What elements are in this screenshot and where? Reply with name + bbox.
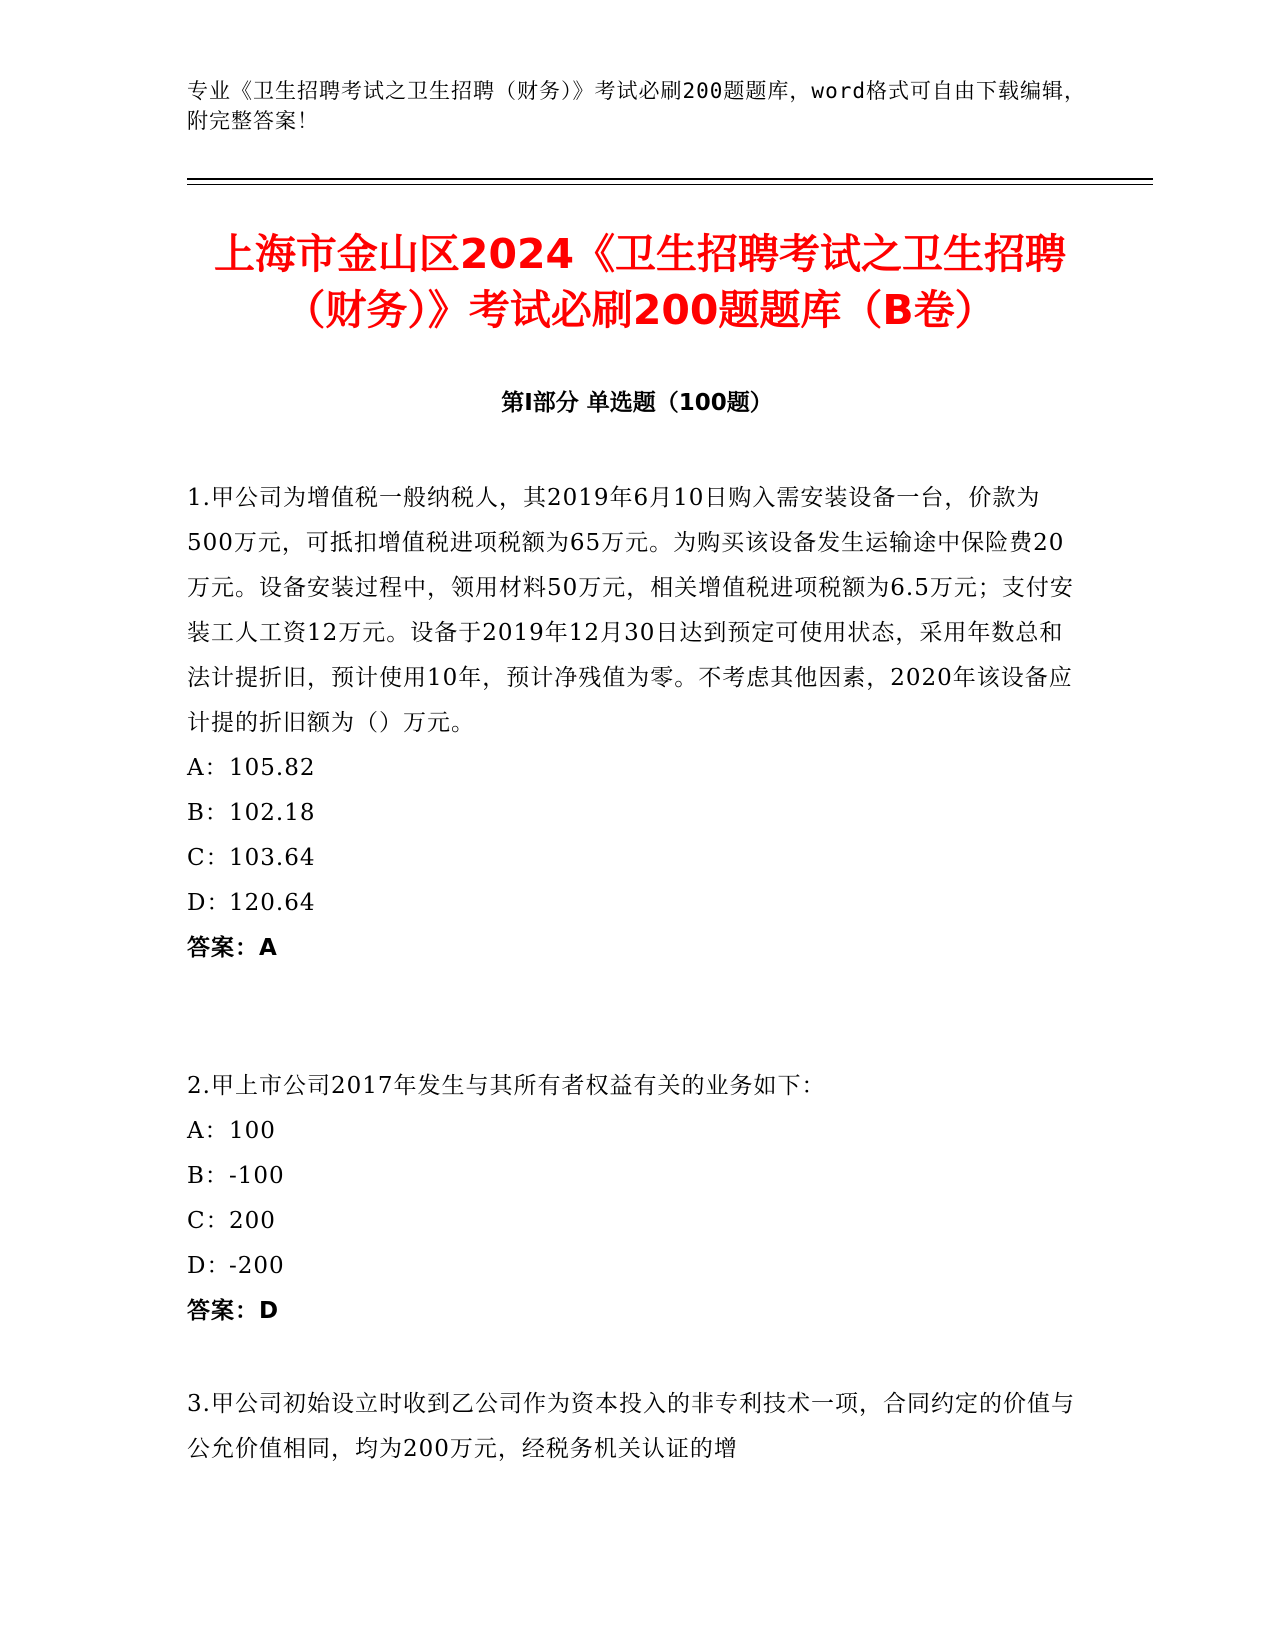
option-letter: A：	[187, 755, 229, 781]
option-letter: C：	[187, 845, 230, 871]
option-b	[187, 791, 1077, 836]
question-2	[187, 1064, 1077, 1334]
option-value: 105.82	[229, 755, 316, 781]
option-letter: D：	[187, 890, 231, 916]
question-3	[187, 1382, 1077, 1472]
option-value: 100	[229, 1118, 276, 1144]
header-note: 专业《卫生招聘考试之卫生招聘（财务）》考试必刷200题题库，word格式可自由下载编辑，附完整答案！	[187, 79, 1086, 133]
option-a	[187, 746, 1077, 791]
option-value: 200	[229, 1208, 276, 1234]
question-1	[187, 476, 1077, 971]
option-value: 120.64	[229, 890, 316, 916]
option-letter: A：	[187, 1118, 229, 1144]
header-divider-thin	[187, 184, 1153, 185]
option-d	[187, 1244, 1077, 1289]
question-text: 2.甲上市公司2017年发生与其所有者权益有关的业务如下：	[187, 1073, 826, 1099]
answer: 答案：D	[187, 1298, 280, 1324]
header-divider-thick	[187, 178, 1153, 180]
section-title: 第Ⅰ部分 单选题（100题）	[501, 390, 773, 416]
option-value: 103.64	[229, 845, 316, 871]
option-letter: C：	[187, 1208, 230, 1234]
question-text: 3.甲公司初始设立时收到乙公司作为资本投入的非专利技术一项，合同约定的价值与公允价值相同，均为200万元，经税务机关认证的增	[187, 1391, 1075, 1462]
option-letter: B：	[187, 800, 229, 826]
option-letter: B：	[187, 1163, 229, 1189]
option-b	[187, 1154, 1077, 1199]
option-d	[187, 881, 1077, 926]
question-text: 1.甲公司为增值税一般纳税人，其2019年6月10日购入需安装设备一台，价款为500万元，可抵扣增值税进项税额为65万元。为购买该设备发生运输途中保险费20万元。设备安装过程中，领用材料50万元，相关增值税进项税额为6.5万元；支付安装工人工资12万元。设备于2019年12月30日达到预定可使用状态，采用年数总和法计提折旧，预计使用10年，预计净残值为零。不考虑其他因素，2020年该设备应计提的折旧额为（）万元。	[187, 485, 1074, 736]
document-title: 上海市金山区2024《卫生招聘考试之卫生招聘（财务）》考试必刷200题题库（B卷）	[213, 230, 1067, 334]
answer: 答案：A	[187, 935, 278, 961]
option-letter: D：	[187, 1253, 231, 1279]
option-value: -200	[229, 1253, 285, 1279]
option-a	[187, 1109, 1077, 1154]
option-value: -100	[229, 1163, 285, 1189]
option-c	[187, 1199, 1077, 1244]
option-value: 102.18	[229, 800, 316, 826]
option-c	[187, 836, 1077, 881]
